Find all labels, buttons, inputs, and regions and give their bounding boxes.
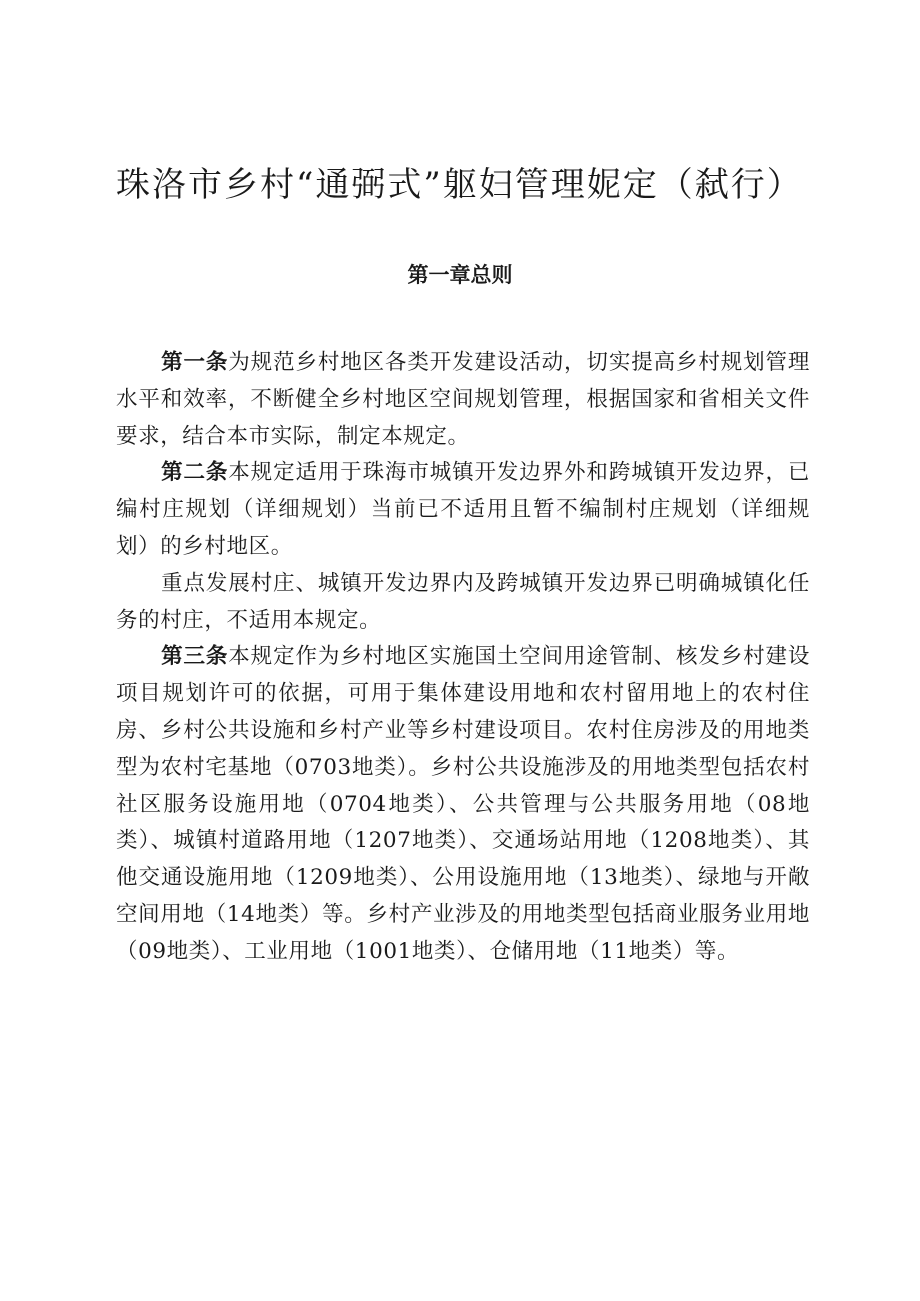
article-3	[116, 639, 810, 970]
article-label: 第三条	[161, 644, 229, 670]
article-label: 第一条	[161, 350, 229, 375]
article-2	[116, 455, 810, 565]
article-label: 第二条	[161, 460, 229, 486]
document-title: 珠洛市乡村“通弼式”躯妇管理妮定（弑行）	[116, 165, 803, 205]
article-2-paragraph-2	[116, 566, 810, 640]
article-text: 本规定适用于珠海市城镇开发边界外和跨城镇开发边界，已编村庄规划（详细规划）当前已不适用且暂不编制村庄规划（详细规划）的乡村地区。	[116, 460, 810, 559]
article-text: 为规范乡村地区各类开发建设活动，切实提高乡村规划管理水平和效率，不断健全乡村地区空间规划管理，根据国家和省相关文件要求，结合本市实际，制定本规定。	[116, 350, 810, 449]
document-body	[116, 345, 810, 971]
article-text: 本规定作为乡村地区实施国土空间用途管制、核发乡村建设项目规划许可的依据，可用于集体建设用地和农村留用地上的农村住房、乡村公共设施和乡村产业等乡村建设项目。农村住房涉及的用地类型为农村宅基地（0703地类）。乡村公共设施涉及的用地类型包括农村社区服务设施用地（0704地类）、公共管理与公共服务用地（08地类）、城镇村道路用地（1207地类）、交通场站用地（1208地类）、其他交通设施用地（1209地类）、公用设施用地（13地类）、绿地与开敞空间用地（14地类）等。乡村产业涉及的用地类型包括商业服务业用地（09地类）、工业用地（1001地类）、仓储用地（11地类）等。	[116, 644, 810, 964]
article-1	[116, 345, 810, 455]
chapter-heading: 第一章总则	[407, 263, 513, 287]
article-text: 重点发展村庄、城镇开发边界内及跨城镇开发边界已明确城镇化任务的村庄，不适用本规定。	[116, 570, 810, 633]
